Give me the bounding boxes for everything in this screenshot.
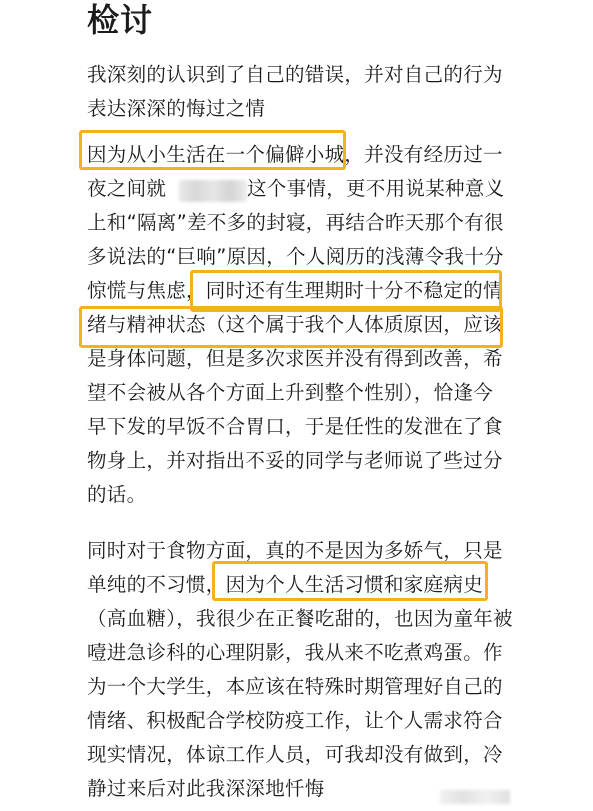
text-line: 望不会被从各个方面上升到整个性别），恰逢今 <box>87 381 494 404</box>
text-line: 这个事情，更不用说某种意义 <box>247 177 505 200</box>
highlight-box-family-history <box>212 561 488 601</box>
text-line: 物身上，并对指出不妥的同学与老师说了些过分 <box>87 449 503 472</box>
text-line: 同时对于食物方面，真的不是因为多娇气，只是 <box>87 539 503 562</box>
document-title: 检讨 <box>87 1 154 39</box>
watermark-blur <box>440 790 510 804</box>
text-line: 因为从小生活在一个偏僻小城，并没有经历过一 <box>87 143 503 166</box>
text-line: 现实情况，体谅工作人员，可我却没有做到，冷 <box>87 743 503 766</box>
text-line: 静过来后对此我深深地忏悔 <box>87 777 325 800</box>
text-line: 早下发的早饭不合胃口，于是任性的发泄在了食 <box>87 415 503 438</box>
highlight-box-hometown <box>79 130 346 170</box>
text-line: 单纯的不习惯，因为个人生活习惯和家庭病史 <box>87 573 484 596</box>
highlight-box-menstrual-line2 <box>79 306 503 348</box>
text-line: 表达深深的悔过之情 <box>87 97 266 120</box>
text-line: 绪与精神状态（这个属于我个人体质原因，应该 <box>87 313 503 336</box>
text-line: 夜之间就 <box>87 177 167 200</box>
redacted-blur <box>179 180 247 202</box>
text-line: 惊慌与焦虑，同时还有生理期时十分不稳定的情 <box>87 279 503 302</box>
text-line: 我深刻的认识到了自己的错误，并对自己的行为 <box>87 63 503 86</box>
text-line: 是身体问题，但是多次求医并没有得到改善，希 <box>87 347 503 370</box>
text-line: 噎进急诊科的心理阴影，我从来不吃煮鸡蛋。作 <box>87 641 503 664</box>
text-line: 为一个大学生，本应该在特殊时期管理好自己的 <box>87 675 503 698</box>
text-line: 多说法的“巨响”原因，个人阅历的浅薄令我十分 <box>87 245 504 268</box>
text-line: （高血糖），我很少在正餐吃甜的，也因为童年被 <box>87 607 513 630</box>
text-line: 情绪、积极配合学校防疫工作，让个人需求符合 <box>87 709 503 732</box>
text-line: 的话。 <box>87 483 147 506</box>
text-line: 上和“隔离”差不多的封寝，再结合昨天那个有很 <box>87 211 504 234</box>
